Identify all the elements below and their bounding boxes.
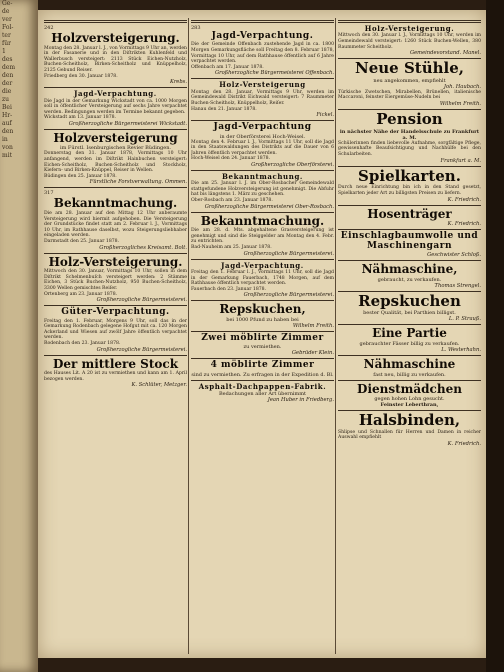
- strip-line: die: [2, 88, 12, 95]
- divider: [44, 187, 187, 188]
- ad-body: gebrauchter Fässer billig zu verkaufen.: [359, 340, 460, 347]
- strip-line: auf: [2, 120, 12, 127]
- column-divider: [335, 18, 336, 654]
- divider: [44, 355, 187, 356]
- ad-body: Freitag den 1. Februar, Morgens 9 Uhr, soll das in der Gemarkung Rodenbach gelegene Hofgut mit ca. 120 Morgen Ackerland und Wiesen auf zwölf Jahre öffentlich verpachtet werden.: [44, 318, 187, 341]
- ad-signature: Großherzogliche Bürgermeisterei.: [243, 292, 334, 299]
- divider: [191, 170, 334, 171]
- ad-signature: K. Friedrich.: [447, 441, 481, 448]
- ad-signature: Fickel.: [316, 112, 334, 119]
- ad-body: Donnerstag den 31. Januar 1878, Vormittags 10 Uhr anfangend, werden im Diſtrikt Hainbuchen versteigert: Eichen-Scheitholz, Buchen-Scheitholz und Stockholz, Kiefern- und Birken-Knüppel, Reiser in Wellen.: [44, 151, 187, 174]
- ad-signature: Jean Huber in Friedberg.: [267, 397, 334, 404]
- ad-subheading: in der Oberförsterei Hoch-Weisel.: [219, 133, 306, 140]
- strip-line: mit: [2, 152, 13, 159]
- ad-date: Hanau den 21. Januar 1878.: [191, 106, 257, 112]
- ad-heading: Asphalt-Dachpappen-Fabrik.: [198, 381, 327, 391]
- ad-body: Die am 28. Januar auf den Mittag 12 Uhr anberaumte Versteigerung wird hiermit aufgehoben. Die Versteigerung der Grundstücke findet statt am 2. Februar l. J., Vormittags 10 Uhr, im Rathhause daselbst, wozu Steigerungsliebhaber eingeladen werden.: [44, 211, 187, 239]
- ad-number: 317: [44, 190, 54, 197]
- ad-heading: Güter-Verpachtung.: [61, 307, 170, 318]
- ad-body: gebraucht, zu verkaufen.: [377, 276, 442, 283]
- divider: [338, 355, 481, 356]
- ad-heading: Einschlagbaumwolle und Maschinengarn: [340, 231, 479, 251]
- ad-heading: Holz-Versteigerung: [219, 80, 306, 90]
- ad-heading: Jagd-Verpachtung: [213, 122, 312, 133]
- ad-heading: Nähmaschine: [363, 356, 456, 371]
- ad-heading: Hosenträger: [367, 206, 452, 221]
- ad-signature: L. P. Strauß.: [448, 316, 481, 323]
- divider: [338, 324, 481, 325]
- ad-body: Durch neue Einrichtung bin ich in den Stand gesetzt, Spielkarten jeder Art zu billigsten Preisen zu liefern.: [338, 185, 481, 196]
- divider: [191, 300, 334, 301]
- ad-signature: Geschwister Schloß.: [427, 252, 481, 258]
- ad-signature: Wilhelm Freith.: [292, 322, 334, 329]
- ad-signature: Fürstliche Forstverwaltung. Ommen.: [89, 179, 187, 186]
- ad-body: zu vermiethen.: [243, 344, 282, 351]
- ad-heading: Bekanntmachung.: [200, 213, 325, 228]
- ad-body: Die Jagd in der Gemarkung Wickstadt von ca. 1000 Morgen soll in öffentlicher Versteigerung auf sechs Jahre verpachtet werden. Bedingungen werden im Termine bekannt gegeben.: [44, 98, 187, 115]
- ad-heading: Spielkarten.: [358, 166, 461, 185]
- divider: [338, 229, 481, 230]
- divider: [44, 253, 187, 254]
- ad-body: bei 1000 Pfund zu haben bei: [226, 316, 299, 323]
- ad-date: Rodenbach den 23. Januar 1878.: [44, 340, 121, 346]
- ad-signature: Großherzogliche Bürgermeisterei.: [96, 346, 187, 353]
- strip-line: Bei: [2, 104, 12, 111]
- ad-signature: K. Schlüter, Metzger.: [131, 382, 187, 389]
- ad-body: sind zu vermiethen. Zu erfragen in der Expedition d. Bl.: [191, 371, 334, 378]
- ad-heading: Bekanntmachung.: [222, 171, 303, 181]
- ad-date: Wickstadt am 13. Januar 1878.: [44, 115, 117, 121]
- divider: [338, 20, 481, 23]
- ad-body: Mittwoch den 30. Januar l. J., Vormittags 10 Uhr, werden im Gemeindewald versteigert: 1260 Stück Buchen-Wellen, 380 Raummeter Scheitholz.: [338, 33, 481, 50]
- divider: [44, 129, 187, 130]
- ad-heading: Neue Stühle,: [355, 59, 464, 78]
- ad-signature: Wilhelm Freith.: [439, 101, 481, 108]
- ad-body: Die am 25. Januar l. J. im Ober-Rosbacher Gemeindewald stattgefundene Holzversteigerung ist genehmigt. Die Abfuhr hat bis längstens 1. März zu geschehen.: [191, 181, 334, 198]
- ad-heading: Holz-Versteigerung.: [364, 24, 455, 33]
- ad-heading: Dienstmädchen: [357, 381, 462, 396]
- left-page-strip: [0, 0, 38, 672]
- ad-body: Die der Gemeinde Offenbach zustehende Jagd in ca. 1800 Morgen Gemarkungsfläche soll Freitag den 8. Februar 1878, Vormittags 10 Uhr, auf dem Rathhause öffentlich auf 6 Jahre verpachtet werden.: [191, 42, 334, 65]
- ad-heading: 4 möblirte Zimmer: [210, 360, 315, 371]
- ad-signature: Thomas Strengel.: [434, 282, 481, 289]
- divider: [191, 78, 334, 79]
- strip-line: de: [2, 8, 10, 15]
- ad-signature: Frankfurt a. M.: [440, 157, 481, 164]
- strip-line: des: [2, 56, 13, 63]
- ad-signature: Gemeindevorstand. Manel.: [409, 50, 481, 57]
- strip-line: ter: [2, 32, 11, 39]
- ad-signature: Großherzogliche Bürgermeisterei.: [243, 250, 334, 257]
- strip-line: der: [2, 80, 13, 87]
- ad-heading: Pension: [376, 110, 443, 129]
- ad-heading: Jagd-Verpachtung.: [211, 31, 314, 41]
- ad-body: Freitag den 1. Februar l. J., Vormittags 11 Uhr, soll die Jagd in der Gemarkung Fauerbach, 1748 Morgen, auf dem Rathhause öffentlich verpachtet werden.: [191, 269, 334, 287]
- strip-line: Fol-: [2, 24, 14, 31]
- ad-number: 242: [44, 25, 54, 31]
- divider: [191, 380, 334, 381]
- ad-heading: Zwei möblirte Zimmer: [201, 332, 324, 343]
- ad-subheading: im Fürstl. Isenburgischen Revier Büdingen.: [59, 145, 172, 152]
- ad-date: Ober-Rosbach am 23. Januar 1878.: [191, 198, 273, 204]
- divider: [338, 205, 481, 206]
- ad-date: Bad-Nauheim am 25. Januar 1878.: [191, 245, 272, 251]
- strip-line: zu: [2, 96, 10, 103]
- ad-body: Shlipse und Schnallen für Herren und Damen in reicher Auswahl empfiehlt: [338, 429, 481, 441]
- divider: [191, 212, 334, 213]
- ad-body: Schülerinnen finden liebevolle Aufnahme, sorgfältige Pflege, gewissenhafte Beaufsichtigung und Nachhülfe bei den Schularbeiten.: [338, 140, 481, 157]
- ad-signature: L. Westerhahn.: [441, 346, 481, 353]
- divider: [191, 259, 334, 260]
- ad-signature: K. Friedrich.: [447, 196, 481, 203]
- ad-body: gegen hohen Lohn gesucht.: [374, 396, 445, 403]
- ad-signature: K. Friedrich.: [447, 221, 481, 228]
- ad-heading: Eine Partie: [372, 326, 447, 341]
- ad-body: neu angekommen, empfiehlt: [373, 77, 446, 84]
- divider: [191, 331, 334, 332]
- strip-line: Ge-: [2, 0, 13, 7]
- ad-heading: Holzversteigerung: [53, 130, 178, 145]
- strip-line: den: [2, 128, 14, 135]
- ad-body: fast neu, billig zu verkaufen.: [373, 371, 446, 378]
- ad-date: Büdingen den 25. Januar 1878.: [44, 173, 117, 179]
- ad-body: Mittwoch den 30. Januar, Vormittags 10 Uhr, sollen in dem Diſtrikt Schelmenbuſch versteigert werden: 2 Stämme Eichen, 3 Stück Buchen-Nutzholz, 950 Buchen-Scheitholz, 3300 Wellen gemischtes Reiſer.: [44, 269, 187, 291]
- divider: [338, 260, 481, 261]
- divider: [44, 87, 187, 88]
- strip-line: für: [2, 40, 11, 47]
- ad-body: bester Qualität, bei Parthien billigst.: [363, 310, 456, 317]
- ad-body: des Hauses Lit. A 20 ist zu vermiethen und kann am 1. April bezogen werden.: [44, 371, 187, 382]
- ad-heading: Holz-Versteigerung.: [48, 254, 183, 269]
- strip-line: dem: [2, 64, 16, 71]
- ad-heading: Holzversteigerung.: [51, 31, 180, 45]
- strip-line: Hr-: [2, 112, 13, 119]
- divider: [44, 305, 187, 306]
- ad-heading: Jagd-Verpachtung.: [221, 260, 304, 270]
- ad-signature: Krebs.: [169, 79, 187, 86]
- ad-body: Bedachungen aller Art übernimmt: [218, 391, 307, 398]
- ad-signature: Gebrüder Klein.: [291, 350, 334, 357]
- ad-subheading: in nächster Nähe der Handelsschule zu Frankfurt a. M.: [339, 128, 480, 141]
- ad-body: Die am 28. d. Mts. abgehaltene Grasversteigerung ist genehmigt und sind die Steiggelder am Montag den 4. Febr. zu entrichten.: [191, 228, 334, 245]
- ad-signature: Großherzogliche Oberförsterei.: [251, 161, 334, 168]
- ad-signature: Großherzogliches Kreisamt. Bolt.: [99, 244, 187, 251]
- column-1: [44, 18, 187, 654]
- ad-signature: Großherzogliche Bürgermeisterei Offenbach.: [214, 70, 334, 77]
- strip-line: in: [2, 136, 8, 143]
- ad-signature: Großherzogliche Bürgermeisterei.: [96, 297, 187, 304]
- ad-date: Hoch-Weisel den 24. Januar 1878.: [191, 156, 271, 162]
- ad-heading: Repskuchen: [358, 291, 461, 310]
- ad-body: Türkische Zwetschen, Mirabellen, Brünellen, italienische Maccaroni, feinster Eiergemüse-Nudeln bei: [338, 89, 481, 101]
- ad-body: Montag den 28. Januar, Vormittags 9 Uhr, werden im Gemeindewald Distrikt Eichwald versteigert: 7 Raummeter Buchen-Scheitholz, Knüppelholz, Reiſer.: [191, 89, 334, 106]
- column-divider: [188, 18, 189, 654]
- ad-heading: Der mittlere Stock: [52, 356, 179, 371]
- ad-subheading: Feinster Leberthran,: [380, 402, 439, 409]
- divider: [191, 20, 334, 23]
- ad-date: Fauerbach den 23. Januar 1878.: [191, 286, 267, 292]
- ad-date: Ortenberg am 23. Januar 1878.: [44, 291, 118, 297]
- ad-signature: Joh. Haubach.: [443, 83, 481, 90]
- strip-line: ver: [2, 16, 12, 23]
- ad-heading: Bekanntmachung.: [53, 196, 178, 211]
- column-2: [191, 18, 334, 654]
- newspaper-page: [38, 10, 486, 658]
- strip-line: den: [2, 72, 14, 79]
- ad-body: Montag den 28. Januar l. J., von Vormittags 9 Uhr an, werden in der Fasanerie und in den Diſtrikten Kuhlenfeld und Wallerbusch versteigert: 2113 Stück Eichen-Nutzholz, Buchen-Scheitholz, Birken-Scheitholz und Knüppelholz, 2125 Gebund Reiser.: [44, 45, 187, 73]
- strip-line: 1: [2, 48, 6, 55]
- ad-signature: Großherzogliche Bürgermeisterei Wickstadt.: [68, 120, 187, 127]
- divider: [44, 20, 187, 23]
- ad-date: Offenbach am 17. Januar 1878.: [191, 64, 264, 70]
- ad-body: Montag den 4. Februar l. J., Vormittags 11 Uhr, soll die Jagd in den Staatswaldungen des Distrikts auf die Dauer von 6 Jahren öffentlich verpachtet werden.: [191, 139, 334, 156]
- ad-heading: Repskuchen,: [219, 302, 306, 317]
- strip-line: von: [2, 144, 13, 151]
- ad-heading: Nähmaschine,: [361, 262, 458, 276]
- ad-date: Darmstadt den 25. Januar 1878.: [44, 239, 120, 244]
- column-3: [338, 18, 481, 654]
- divider: [191, 120, 334, 121]
- ad-signature: Großherzogliche Bürgermeisterei Ober-Rosbach.: [204, 203, 334, 210]
- ad-heading: Jagd-Verpachtung.: [74, 89, 157, 99]
- page-edge-shadow: [486, 0, 504, 672]
- ad-date: Friedberg den 30. Januar 1878.: [44, 73, 118, 79]
- ad-number: 283: [191, 25, 201, 31]
- divider: [338, 380, 481, 381]
- ad-heading: Halsbinden,: [358, 411, 461, 430]
